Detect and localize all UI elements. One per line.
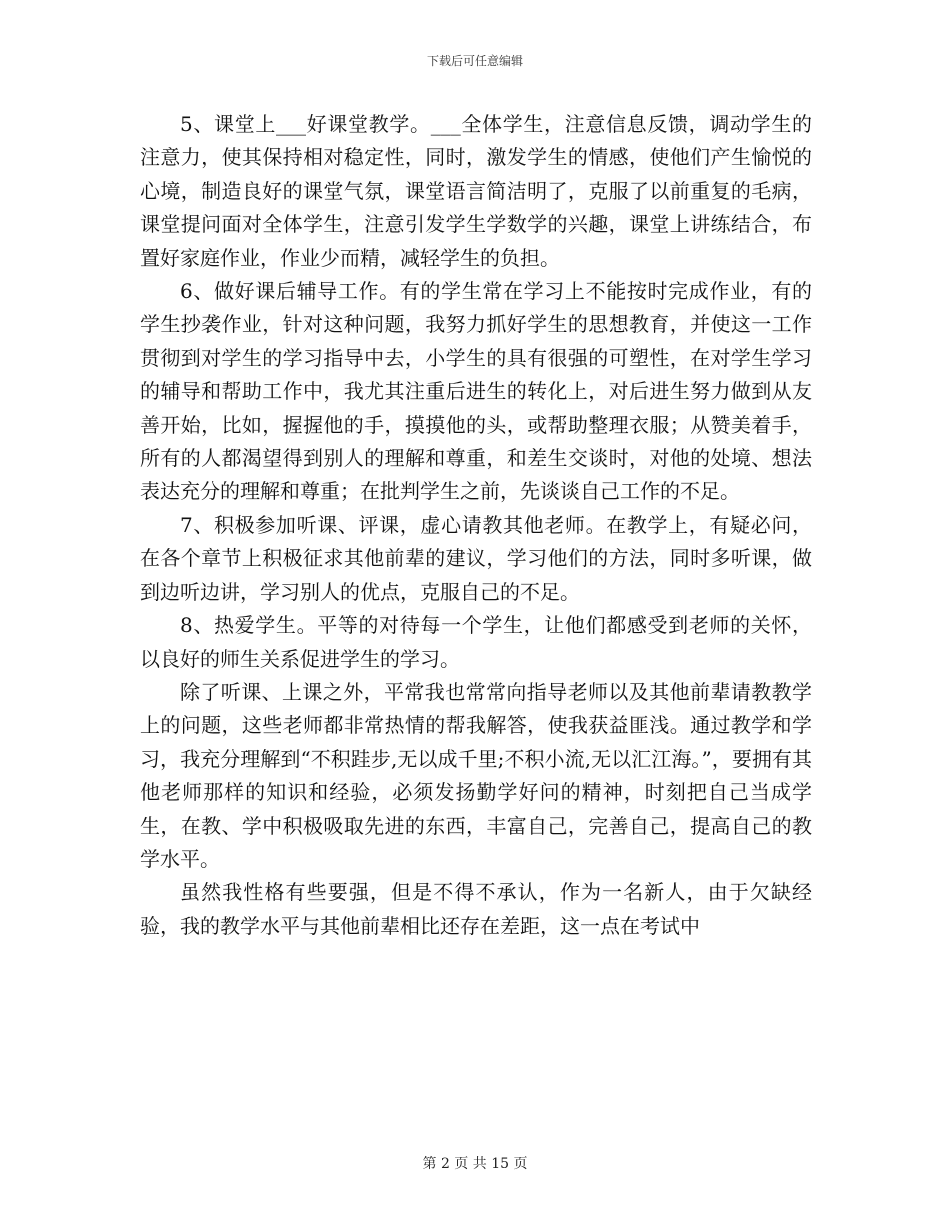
page-header: 下载后可任意编辑 — [426, 54, 523, 68]
document-body — [140, 108, 812, 943]
page-number-footer: 第 2 页 共 15 页 — [422, 1156, 528, 1172]
paragraph-5-classroom-teaching: 5、课堂上___好课堂教学。___全体学生，注意信息反馈，调动学生的注意力，使其保持相对稳定性，同时，激发学生的情感，使他们产生愉悦的心境，制造良好的课堂气氛，课堂语言简洁明了，克服了以前重复的毛病，课堂提问面对全体学生，注意引发学生学数学的兴趣，课堂上讲练结合，布置好家庭作业，作业少而精，减轻学生的负担。 — [140, 112, 812, 270]
paragraph-learning-from-mentors: 除了听课、上课之外，平常我也常常向指导老师以及其他前辈请教教学上的问题，这些老师都非常热情的帮我解答，使我获益匪浅。通过教学和学习，我充分理解到“不积跬步,无以成千里;不积小流,无以汇江海。”，要拥有其他老师那样的知识和经验，必须发扬勤学好问的精神，时刻把自己当成学生，在教、学中积极吸取先进的东西，丰富自己，完善自己，提高自己的教学水平。 — [140, 679, 812, 871]
paragraph-8-love-students: 8、热爱学生。平等的对待每一个学生，让他们都感受到老师的关怀，以良好的师生关系促进学生的学习。 — [140, 613, 812, 671]
paragraph-7-lesson-observation: 7、积极参加听课、评课，虚心请教其他老师。在教学上，有疑必问，在各个章节上积极征求其他前辈的建议，学习他们的方法，同时多听课，做到边听边讲，学习别人的优点，克服自己的不足。 — [140, 512, 812, 604]
paragraph-6-after-class-tutoring: 6、做好课后辅导工作。有的学生常在学习上不能按时完成作业，有的学生抄袭作业，针对这种问题，我努力抓好学生的思想教育，并使这一工作贯彻到对学生的学习指导中去，小学生的具有很强的可塑性，在对学生学习的辅导和帮助工作中，我尤其注重后进生的转化上，对后进生努力做到从友善开始，比如，握握他的手，摸摸他的头，或帮助整理衣服；从赞美着手，所有的人都渴望得到别人的理解和尊重，和差生交谈时，对他的处境、想法表达充分的理解和尊重；在批判学生之前，先谈谈自己工作的不足。 — [140, 279, 812, 504]
paragraph-self-reflection: 虽然我性格有些要强，但是不得不承认，作为一名新人，由于欠缺经验，我的教学水平与其他前辈相比还存在差距，这一点在考试中 — [140, 880, 812, 938]
